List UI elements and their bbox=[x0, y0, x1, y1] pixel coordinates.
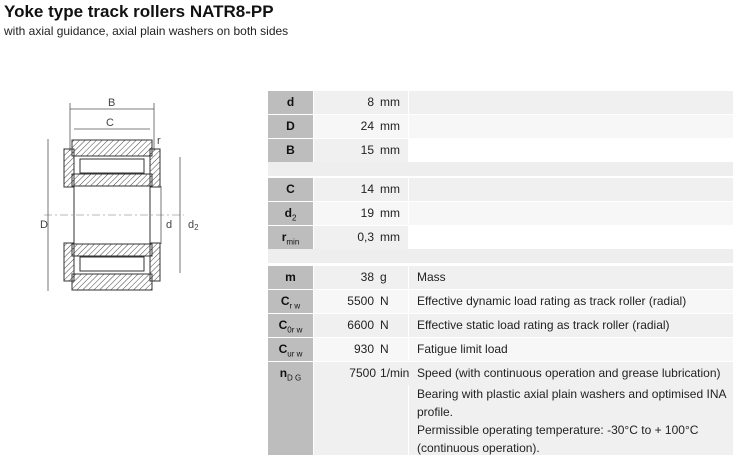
spec-row: $C_{r w}$ 5500 N Effective dynamic load rating as track roller (radial) bbox=[268, 290, 733, 314]
spec-row: $C_{0r w}$ 6600 N Effective static load rating as track roller (radial) bbox=[268, 314, 733, 338]
spacer-strip-2 bbox=[268, 249, 733, 263]
spec-row: B 15 mm bbox=[268, 139, 733, 163]
properties-group bbox=[268, 266, 733, 386]
note-line: Bearing with plastic axial plain washers and optimised INA profile. bbox=[417, 387, 726, 419]
spec-row: d 8 mm bbox=[268, 91, 733, 115]
spec-row: D 24 mm bbox=[268, 115, 733, 139]
page-subtitle: with axial guidance, axial plain washers on both sides bbox=[4, 24, 289, 38]
spec-row: C 14 mm bbox=[268, 178, 733, 202]
label-d2: d2 bbox=[188, 219, 199, 232]
page-title: Yoke type track rollers NATR8-PP bbox=[4, 2, 274, 21]
label-B: B bbox=[108, 97, 116, 109]
spec-row: $d_2$ 19 mm bbox=[268, 202, 733, 226]
dimensions-group-1 bbox=[268, 91, 733, 163]
label-d: d bbox=[166, 219, 173, 231]
note-line: Permissible operating temperature: -30°C to + 100°C (continuous operation). bbox=[417, 423, 699, 455]
label-C: C bbox=[106, 117, 114, 129]
spec-row: m 38 g Mass bbox=[268, 266, 733, 290]
label-r: r bbox=[157, 135, 161, 147]
dimensions-group-2 bbox=[268, 178, 733, 250]
notes-block bbox=[268, 382, 733, 455]
spec-row: $n_{D G}$ 7500 1/min Speed (with continuous operation and grease lubrication) bbox=[268, 362, 733, 386]
spacer-strip bbox=[268, 162, 733, 176]
label-D: D bbox=[40, 219, 48, 231]
spec-row: $C_{ur w}$ 930 N Fatigue limit load bbox=[268, 338, 733, 362]
bearing-drawing bbox=[4, 91, 234, 320]
bearing-cross-section bbox=[4, 91, 234, 320]
spec-row: $r_{min}$ 0,3 mm bbox=[268, 226, 733, 250]
